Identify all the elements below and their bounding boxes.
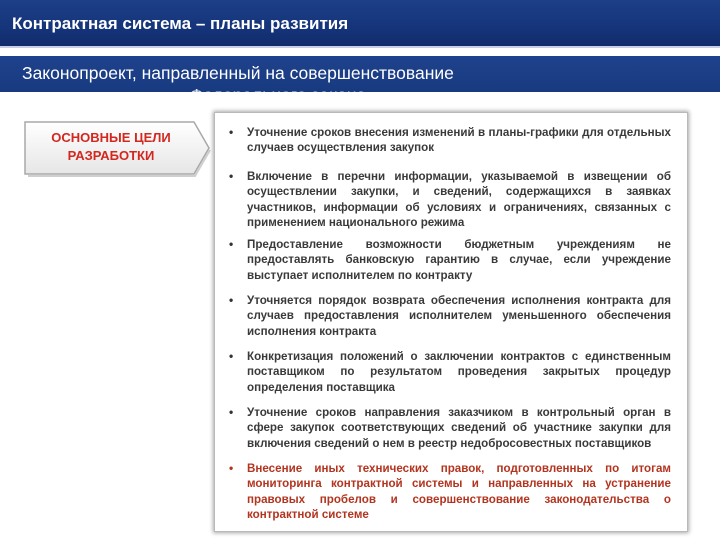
goals-label [36,129,186,165]
page-title: Контрактная система – планы развития [12,14,349,33]
bullet-marker-accent: • [229,461,234,475]
bullet-marker: • [229,237,234,251]
list-item-accent: Внесение иных технических правок, подготовленных по итогам мониторинга контрактной системы и направленных на устранение правовых пробелов и совершенствование законодательства о контрактной системе [247,462,671,522]
subtitle-bar [0,56,720,105]
bullet-marker: • [229,293,234,307]
bullet-marker: • [229,169,234,183]
bullet-marker: • [229,405,234,419]
list-item: Уточняется порядок возврата обеспечения исполнения контракта для случаев предоставления исполнителем уменьшенного обеспечения исполнения контракта [247,294,671,338]
page-subtitle-cut: Федерального закона [190,85,367,105]
list-item: Включение в перечни информации, указываемой в извещении об осуществлении закупки, и сведений, содержащихся в заявках участников, информации об условиях и ограничениях, связанных с применением национального режима [247,170,671,230]
goals-list-panel [214,112,688,532]
page-subtitle: Законопроект, направленный на совершенствование [22,63,454,83]
list-item: Уточнение сроков направления заказчиком в контрольный орган в сфере закупок соответствующих сведений об участнике закупки для включения сведений о нем в реестр недобросовестных поставщиков [247,406,671,450]
bullet-marker: • [229,349,234,363]
bullet-marker: • [229,125,234,139]
goals-callout [22,119,210,177]
title-bar [0,0,720,48]
list-item: Конкретизация положений о заключении контрактов с единственным поставщиком по результатом проведения закрытых процедур определения поставщика [247,350,671,394]
list-item: Предоставление возможности бюджетным учреждениям не предоставлять банковскую гарантию в случае, если учреждение выступает исполнителем по контракту [247,238,671,282]
goals-label-line2: РАЗРАБОТКИ [67,148,155,163]
list-item: Уточнение сроков внесения изменений в планы-графики для отдельных случаев осуществления закупок [247,126,671,155]
goals-label-line1: ОСНОВНЫЕ ЦЕЛИ [51,130,171,145]
